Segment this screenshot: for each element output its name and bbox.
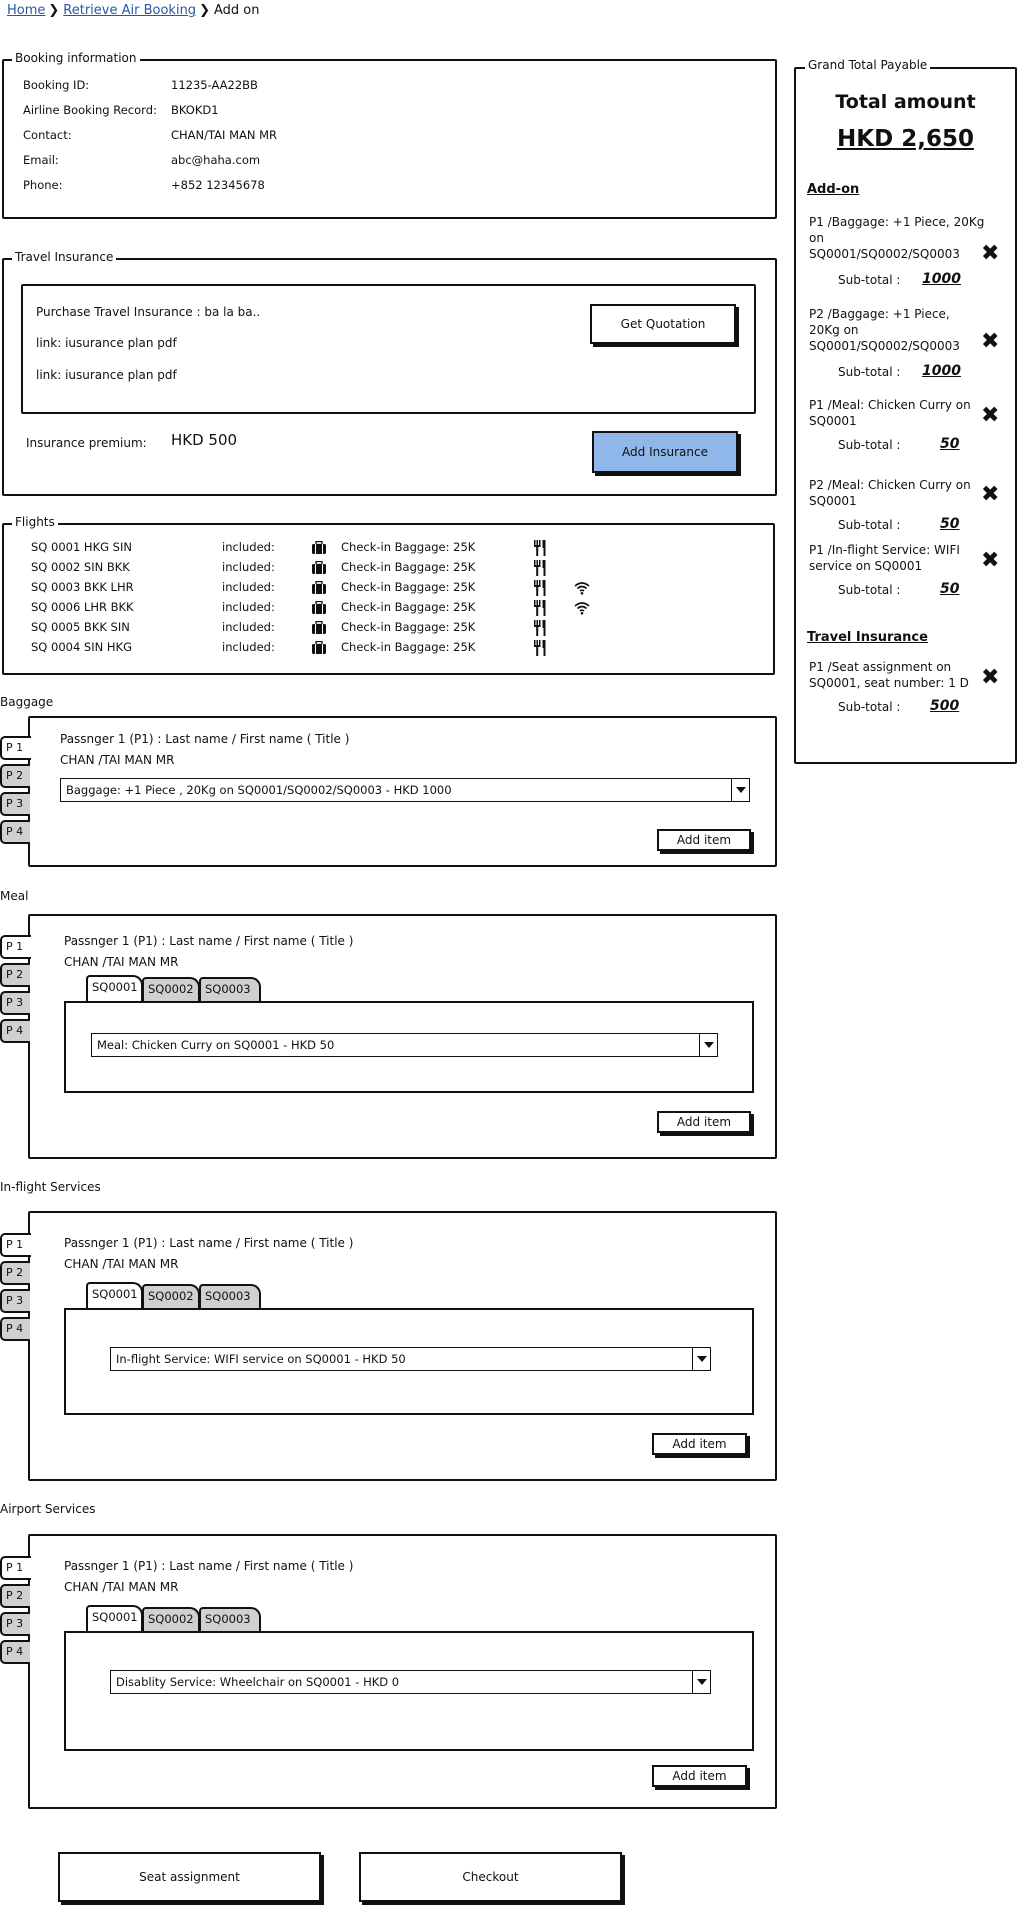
summary-item-line2: SQ0001 [809, 414, 857, 428]
breadcrumb-current: Add on [213, 3, 260, 18]
meal-icon [533, 600, 547, 619]
passenger-tab[interactable]: P 3 [0, 792, 30, 816]
summary-subtotal-label: Sub-total : [838, 438, 901, 452]
flight-route: SQ 0003 BKK LHR [31, 580, 134, 594]
baggage-icon [311, 621, 327, 638]
flight-tab[interactable]: SQ0003 [199, 977, 261, 1001]
passenger-tab[interactable]: P 2 [0, 1261, 30, 1285]
meal-add-item-button[interactable]: Add item [657, 1111, 751, 1133]
airport-section-title: Airport Services [0, 1502, 96, 1516]
passenger-title: Passnger 1 (P1) : Last name / First name ( Title ) [64, 1236, 354, 1250]
passenger-tab[interactable]: P 1 [0, 736, 31, 760]
flight-included-label: included: [222, 640, 275, 654]
booking-info-legend: Booking information [12, 51, 140, 65]
flight-baggage-allowance: Check-in Baggage: 25K [341, 640, 476, 654]
passenger-tab[interactable]: P 1 [0, 935, 31, 959]
passenger-title: Passnger 1 (P1) : Last name / First name ( Title ) [64, 1559, 354, 1573]
summary-item-line2: on [809, 231, 824, 245]
booking-info-value: 11235-AA22BB [171, 78, 258, 92]
meal-icon [533, 620, 547, 639]
passenger-tab[interactable]: P 1 [0, 1233, 31, 1257]
breadcrumb-retrieve-link[interactable]: Retrieve Air Booking [63, 3, 197, 18]
baggage-icon [311, 561, 327, 578]
airport-select[interactable] [110, 1670, 711, 1694]
chevron-down-icon[interactable] [692, 1348, 710, 1370]
inflight-add-item-button[interactable]: Add item [652, 1433, 747, 1455]
summary-insurance-line1: P1 /Seat assignment on [809, 660, 952, 674]
flight-tab[interactable]: SQ0003 [199, 1284, 261, 1308]
booking-info-label: Email: [23, 153, 59, 167]
remove-icon[interactable]: ✖ [981, 403, 1000, 428]
flight-route: SQ 0006 LHR BKK [31, 600, 134, 614]
seat-assignment-button[interactable]: Seat assignment [58, 1852, 321, 1902]
booking-info-label: Airline Booking Record: [23, 103, 157, 117]
insurance-premium-label: Insurance premium: [26, 436, 147, 450]
chevron-right-icon: ❯ [48, 3, 60, 18]
passenger-tab[interactable]: P 4 [0, 1640, 30, 1664]
summary-subtotal-label: Sub-total : [838, 273, 901, 287]
wifi-icon [574, 581, 590, 598]
summary-item-line1: P1 /In-flight Service: WIFI [809, 543, 960, 557]
booking-info-label: Booking ID: [23, 78, 90, 92]
meal-section-title: Meal [0, 889, 29, 903]
passenger-title: Passnger 1 (P1) : Last name / First name ( Title ) [60, 732, 350, 746]
baggage-select[interactable] [60, 778, 750, 802]
chevron-down-icon[interactable] [692, 1671, 710, 1693]
grand-total-legend: Grand Total Payable [805, 58, 930, 72]
summary-subtotal-value: 50 [940, 436, 960, 452]
chevron-down-icon[interactable] [699, 1034, 717, 1056]
flight-included-label: included: [222, 620, 275, 634]
wifi-icon [574, 601, 590, 618]
baggage-select-value: Baggage: +1 Piece , 20Kg on SQ0001/SQ0002/SQ0003 - HKD 1000 [66, 783, 452, 797]
summary-insurance-line2: SQ0001, seat number: 1 D [809, 676, 969, 690]
flight-baggage-allowance: Check-in Baggage: 25K [341, 540, 476, 554]
airport-add-item-button[interactable]: Add item [652, 1765, 747, 1787]
flight-route: SQ 0004 SIN HKG [31, 640, 132, 654]
summary-subtotal-label: Sub-total : [838, 700, 901, 714]
summary-item-line2: SQ0001 [809, 494, 857, 508]
summary-subtotal-value: 1000 [922, 271, 961, 287]
passenger-name: CHAN /TAI MAN MR [60, 753, 175, 767]
passenger-tab[interactable]: P 3 [0, 1289, 30, 1313]
booking-info-label: Contact: [23, 128, 72, 142]
remove-icon[interactable]: ✖ [981, 482, 1000, 507]
summary-subtotal-value: 50 [940, 516, 960, 532]
flight-tab[interactable]: SQ0001 [86, 1282, 143, 1308]
passenger-tab[interactable]: P 4 [0, 1019, 30, 1043]
booking-info-label: Phone: [23, 178, 63, 192]
summary-subtotal-label: Sub-total : [838, 518, 901, 532]
passenger-tab[interactable]: P 2 [0, 764, 30, 788]
passenger-tab[interactable]: P 4 [0, 1317, 30, 1341]
flight-included-label: included: [222, 560, 275, 574]
remove-icon[interactable]: ✖ [981, 329, 1000, 354]
flight-tab[interactable]: SQ0002 [142, 1607, 200, 1631]
inflight-select-value: In-flight Service: WIFI service on SQ0001 - HKD 50 [116, 1352, 406, 1366]
inflight-section-title: In-flight Services [0, 1180, 101, 1194]
remove-icon[interactable]: ✖ [981, 241, 1000, 266]
insurance-purchase-text: Purchase Travel Insurance : ba la ba.. [36, 305, 261, 319]
passenger-tab[interactable]: P 3 [0, 991, 30, 1015]
chevron-down-icon[interactable] [731, 779, 749, 801]
flight-baggage-allowance: Check-in Baggage: 25K [341, 620, 476, 634]
meal-icon [533, 580, 547, 599]
total-amount-value: HKD 2,650 [837, 126, 974, 152]
passenger-tab[interactable]: P 1 [0, 1556, 31, 1580]
summary-subtotal-label: Sub-total : [838, 583, 901, 597]
summary-item-line2: service on SQ0001 [809, 559, 923, 573]
booking-info-value: +852 12345678 [171, 178, 265, 192]
flight-tab[interactable]: SQ0002 [142, 1284, 200, 1308]
summary-subtotal-value: 500 [930, 698, 960, 714]
passenger-tab[interactable]: P 4 [0, 820, 30, 844]
baggage-icon [311, 581, 327, 598]
baggage-icon [311, 541, 327, 558]
booking-info-panel [2, 59, 777, 219]
booking-info-value: abc@haha.com [171, 153, 261, 167]
summary-subtotal-label: Sub-total : [838, 365, 901, 379]
booking-info-value: CHAN/TAI MAN MR [171, 128, 278, 142]
passenger-name: CHAN /TAI MAN MR [64, 955, 179, 969]
insurance-plan-link[interactable]: link: iusurance plan pdf [36, 368, 177, 382]
passenger-name: CHAN /TAI MAN MR [64, 1580, 179, 1594]
flight-tab[interactable]: SQ0001 [86, 975, 143, 1001]
addon-heading: Add-on [807, 182, 860, 197]
meal-icon [533, 540, 547, 559]
travel-insurance-legend: Travel Insurance [12, 250, 116, 264]
flight-route: SQ 0001 HKG SIN [31, 540, 132, 554]
summary-item-line2: 20Kg on [809, 323, 859, 337]
remove-icon[interactable]: ✖ [981, 548, 1000, 573]
flight-baggage-allowance: Check-in Baggage: 25K [341, 580, 476, 594]
breadcrumb-home-link[interactable]: Home [7, 3, 46, 18]
baggage-icon [311, 641, 327, 658]
get-quotation-button[interactable]: Get Quotation [590, 304, 736, 344]
meal-select[interactable] [91, 1033, 718, 1057]
flight-route: SQ 0005 BKK SIN [31, 620, 130, 634]
summary-item-line1: P1 /Baggage: +1 Piece, 20Kg [809, 215, 985, 229]
summary-item-line3: SQ0001/SQ0002/SQ0003 [809, 339, 960, 353]
passenger-name: CHAN /TAI MAN MR [64, 1257, 179, 1271]
baggage-section-title: Baggage [0, 695, 54, 709]
inflight-select[interactable] [110, 1347, 711, 1371]
total-amount-label: Total amount [835, 91, 976, 113]
flight-included-label: included: [222, 540, 275, 554]
flight-baggage-allowance: Check-in Baggage: 25K [341, 600, 476, 614]
flight-tab[interactable]: SQ0003 [199, 1607, 261, 1631]
flight-included-label: included: [222, 580, 275, 594]
breadcrumb [7, 3, 259, 18]
meal-icon [533, 560, 547, 579]
passenger-tab[interactable]: P 2 [0, 1584, 30, 1608]
travel-insurance-heading: Travel Insurance [807, 630, 928, 645]
passenger-tab[interactable]: P 2 [0, 963, 30, 987]
flight-tab[interactable]: SQ0002 [142, 977, 200, 1001]
insurance-plan-link[interactable]: link: iusurance plan pdf [36, 336, 177, 350]
summary-subtotal-value: 1000 [922, 363, 961, 379]
summary-item-line3: SQ0001/SQ0002/SQ0003 [809, 247, 960, 261]
meal-select-value: Meal: Chicken Curry on SQ0001 - HKD 50 [97, 1038, 335, 1052]
flight-tab[interactable]: SQ0001 [86, 1605, 143, 1631]
checkout-button[interactable]: Checkout [359, 1852, 622, 1902]
flight-route: SQ 0002 SIN BKK [31, 560, 130, 574]
chevron-right-icon: ❯ [199, 3, 210, 18]
summary-item-line1: P2 /Meal: Chicken Curry on [809, 478, 971, 492]
add-insurance-button[interactable]: Add Insurance [592, 431, 738, 473]
summary-item-line1: P2 /Baggage: +1 Piece, [809, 307, 950, 321]
meal-icon [533, 640, 547, 659]
flight-baggage-allowance: Check-in Baggage: 25K [341, 560, 476, 574]
insurance-premium-value: HKD 500 [171, 431, 238, 449]
summary-subtotal-value: 50 [940, 581, 960, 597]
baggage-icon [311, 601, 327, 618]
airport-select-value: Disablity Service: Wheelchair on SQ0001 - HKD 0 [116, 1675, 400, 1689]
baggage-add-item-button[interactable]: Add item [657, 829, 751, 851]
passenger-tab[interactable]: P 3 [0, 1612, 30, 1636]
flights-legend: Flights [12, 515, 58, 529]
flight-included-label: included: [222, 600, 275, 614]
booking-info-value: BKOKD1 [171, 103, 219, 117]
remove-icon[interactable]: ✖ [981, 665, 1000, 690]
summary-item-line1: P1 /Meal: Chicken Curry on [809, 398, 971, 412]
passenger-title: Passnger 1 (P1) : Last name / First name ( Title ) [64, 934, 354, 948]
